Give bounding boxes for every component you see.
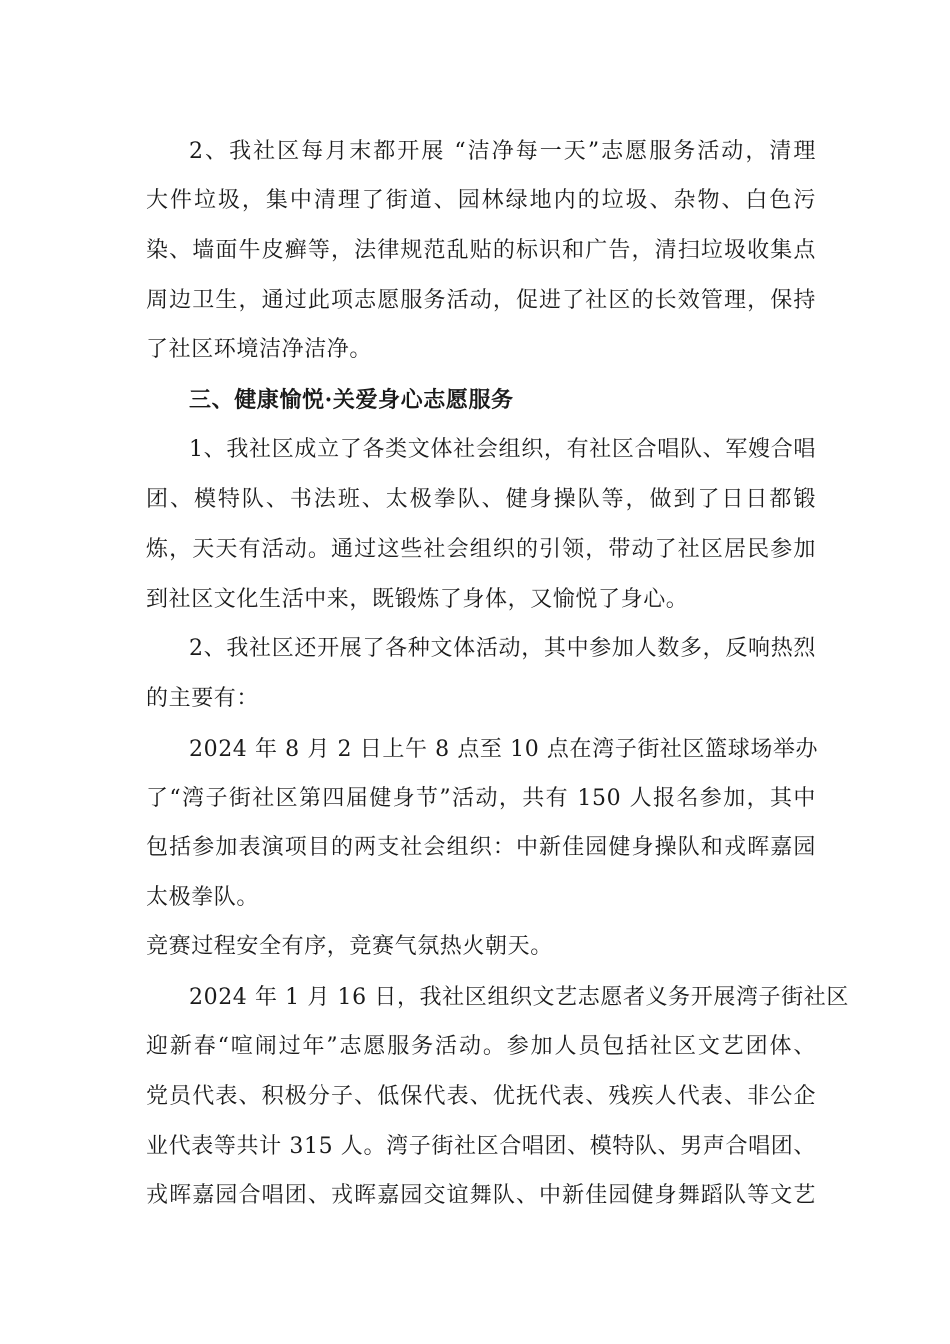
paragraph-line: 周边卫生，通过此项志愿服务活动，促进了社区的长效管理，保持	[146, 288, 816, 313]
paragraph-line: 业代表等共计 315 人。湾子街社区合唱团、模特队、男声合唱团、	[146, 1134, 816, 1159]
paragraph-line: 大件垃圾，集中清理了街道、园林绿地内的垃圾、杂物、白色污	[146, 188, 816, 213]
paragraph-line: 炼，天天有活动。通过这些社会组织的引领，带动了社区居民参加	[146, 537, 816, 562]
paragraph-line: 戎晖嘉园合唱团、戎晖嘉园交谊舞队、中新佳园健身舞蹈队等文艺	[146, 1183, 816, 1208]
paragraph-line: 到社区文化生活中来，既锻炼了身体，又愉悦了身心。	[146, 587, 689, 612]
paragraph-line: 1、我社区成立了各类文体社会组织，有社区合唱队、军嫂合唱	[189, 437, 816, 462]
paragraph-line: 竞赛过程安全有序，竞赛气氛热火朝天。	[146, 934, 553, 959]
paragraph-line: 染、墙面牛皮癣等，法律规范乱贴的标识和广告，清扫垃圾收集点	[146, 238, 816, 263]
paragraph-line: 的主要有：	[146, 686, 260, 711]
paragraph-line: 2、我社区每月末都开展 “洁净每一天”志愿服务活动，清理	[189, 139, 816, 164]
paragraph-line: 2024 年 1 月 16 日，我社区组织文艺志愿者义务开展湾子街社区	[189, 985, 849, 1010]
paragraph-line: 2、我社区还开展了各种文体活动，其中参加人数多，反响热烈	[189, 636, 816, 661]
paragraph-line: 了社区环境洁净洁净。	[146, 337, 373, 362]
paragraph-line: 团、模特队、书法班、太极拳队、健身操队等，做到了日日都锻	[146, 487, 816, 512]
paragraph-line: 太极拳队。	[146, 885, 260, 910]
section-heading: 三、健康愉悦·关爱身心志愿服务	[189, 387, 514, 413]
paragraph-line: 党员代表、积极分子、低保代表、优抚代表、残疾人代表、非公企	[146, 1084, 816, 1109]
paragraph-line: 包括参加表演项目的两支社会组织：中新佳园健身操队和戎晖嘉园	[146, 835, 816, 860]
paragraph-line: 了“湾子街社区第四届健身节”活动，共有 150 人报名参加，其中	[146, 786, 816, 811]
paragraph-line: 迎新春“喧闹过年”志愿服务活动。参加人员包括社区文艺团体、	[146, 1034, 816, 1059]
paragraph-line: 2024 年 8 月 2 日上午 8 点至 10 点在湾子街社区篮球场举办	[189, 737, 819, 762]
